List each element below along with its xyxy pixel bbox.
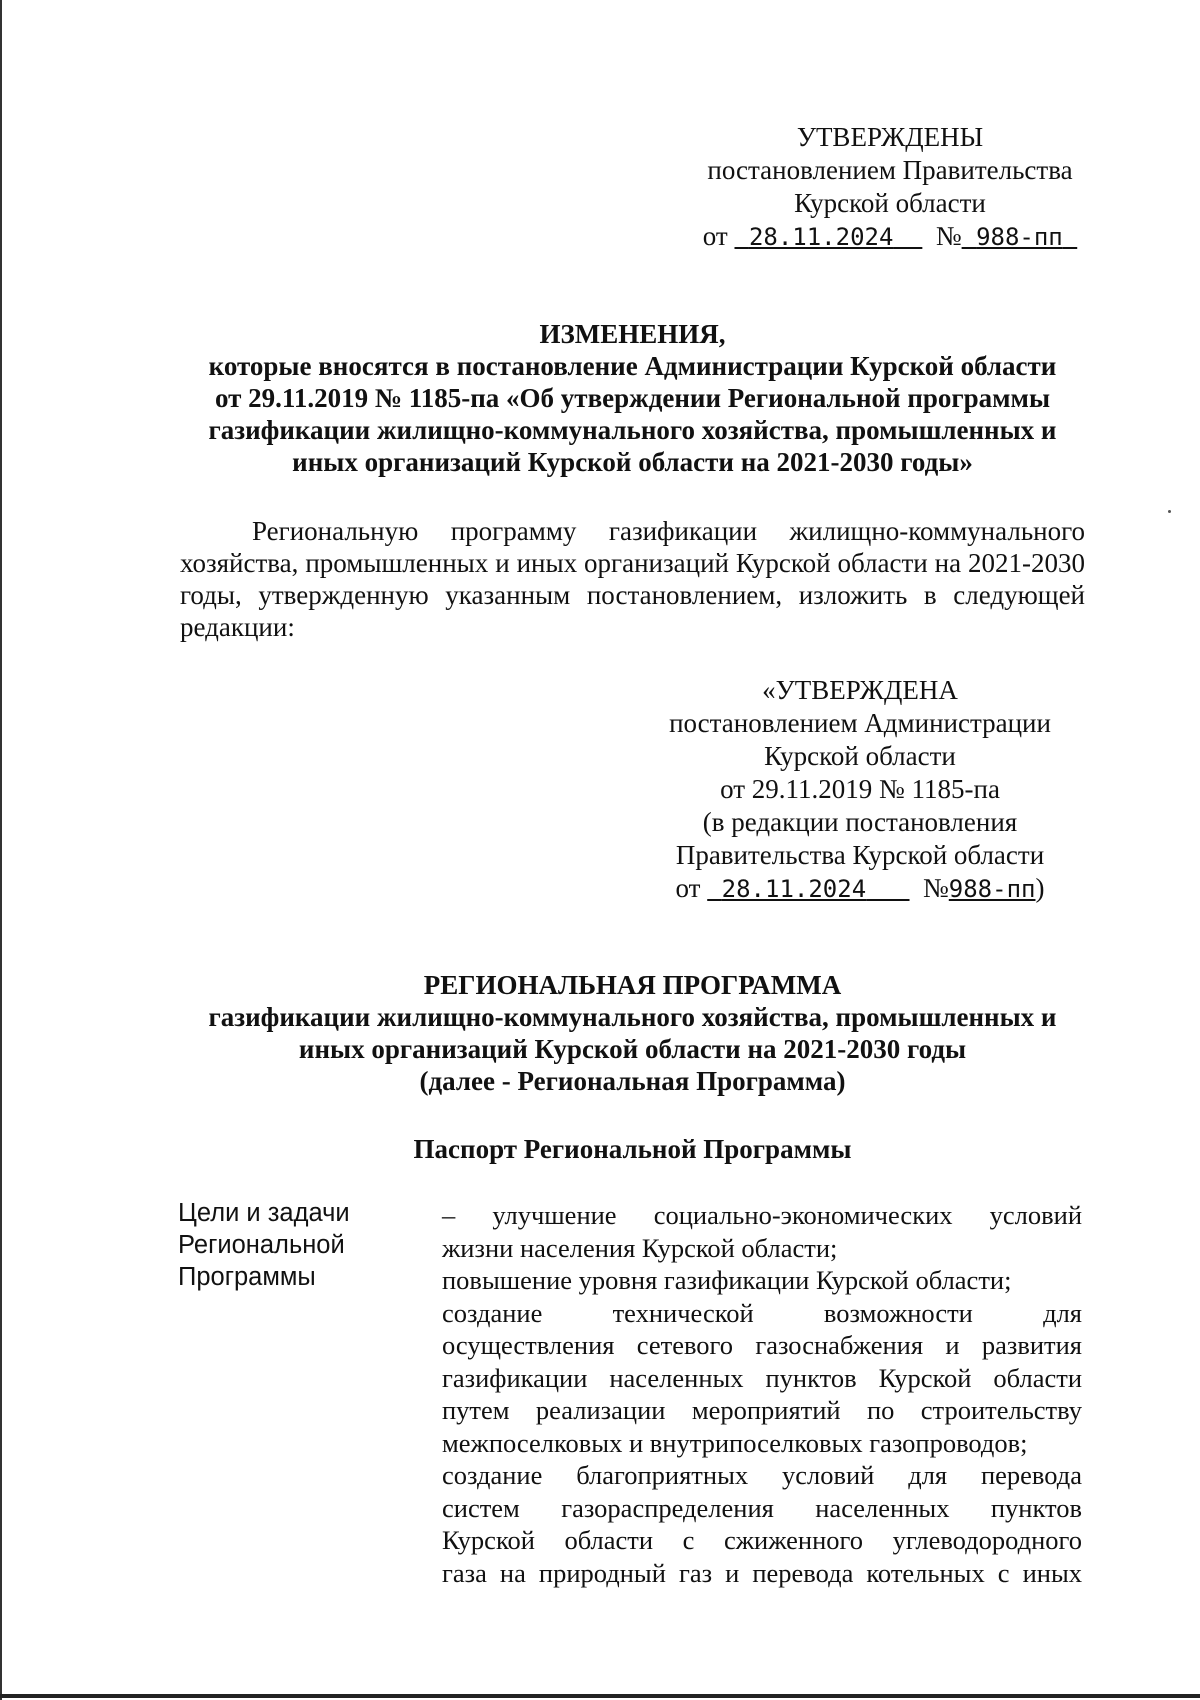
passport-text-line: создание технической возможности для (442, 1297, 1082, 1328)
approval-title: УТВЕРЖДЕНЫ (796, 122, 984, 152)
passport-label-line: Региональной (178, 1231, 345, 1259)
passport-text-line: газификации населенных пунктов Курской области (442, 1362, 1082, 1393)
passport-text-line: осуществления сетевого газоснабжения и развития (442, 1330, 1082, 1360)
passport-text-line: – улучшение социально-экономических условий (442, 1200, 1082, 1230)
changes-heading-line: от 29.11.2019 № 1185-па «Об утверждении Региональной программы (214, 383, 1051, 413)
approval-authority: постановлением Правительства (707, 155, 1073, 185)
approval-date: 28.11.2024 (721, 875, 867, 903)
program-heading-line: (далее - Региональная Программа) (419, 1066, 846, 1096)
approval-line: (в редакции постановления (702, 807, 1018, 837)
passport-label-line: Программы (178, 1263, 316, 1291)
approval-number: 988-пп (976, 223, 1063, 251)
intro-paragraph: Региональную программу газификации жилищно-коммунального хозяйства, промышленных и иных организаций Курской области на 2021-2030 годы, утвержденную указанным постановлением, изложить в следующей редакции: (180, 516, 1085, 642)
approval-line: постановлением Администрации (669, 708, 1051, 738)
from-label: от (675, 873, 701, 903)
changes-heading-line: иных организаций Курской области на 2021-2030 годы» (292, 447, 973, 477)
passport-text-line: межпоселковых и внутрипоселковых газопроводов; (442, 1427, 1028, 1458)
passport-text-line: систем газораспределения населенных пунктов (442, 1492, 1082, 1523)
changes-heading (150, 318, 1115, 478)
passport-label-line: Цели и задачи (178, 1199, 350, 1227)
changes-heading-line: газификации жилищно-коммунального хозяйства, промышленных и (208, 415, 1057, 445)
passport-text-line: повышение уровня газификации Курской области; (442, 1265, 1012, 1295)
passport-text-line: путем реализации мероприятий по строительству (442, 1395, 1082, 1425)
program-heading (150, 969, 1115, 1097)
closing-paren: ) (1035, 873, 1045, 903)
approval-block-program (650, 674, 1070, 906)
program-heading-line: газификации жилищно-коммунального хозяйства, промышленных и (208, 1002, 1057, 1032)
changes-heading-line: которые вносятся в постановление Администрации Курской области (208, 351, 1057, 381)
passport-text-line: Курской области с сжиженного углеводородного (442, 1525, 1082, 1555)
passport-text-line: жизни населения Курской области; (442, 1232, 838, 1263)
passport-text-line: газа на природный газ и перевода котельных с иных (442, 1557, 1082, 1588)
approval-line: от 29.11.2019 № 1185-па (720, 774, 1000, 804)
passport-text-line: создание благоприятных условий для перевода (442, 1460, 1082, 1490)
scan-speck (1168, 510, 1171, 513)
approval-region: Курской области (794, 188, 986, 218)
passport-title: Паспорт Региональной Программы (413, 1134, 852, 1164)
passport-label (178, 1197, 350, 1293)
approval-date-line (680, 220, 1100, 254)
scan-bottom-edge (0, 1694, 1200, 1698)
approval-date-line (650, 872, 1070, 906)
passport-text (442, 1199, 1082, 1589)
changes-title: ИЗМЕНЕНИЯ, (539, 319, 726, 349)
approval-number: 988-пп (948, 875, 1036, 903)
number-label: № (935, 221, 962, 251)
approval-line: «УТВЕРЖДЕНА (762, 675, 958, 705)
program-heading-line: иных организаций Курской области на 2021-2030 годы (298, 1034, 967, 1064)
number-label: № (923, 873, 949, 903)
from-label: от (702, 221, 728, 251)
approval-block-top (680, 121, 1100, 254)
scan-left-edge (0, 0, 2, 1700)
approval-line: Правительства Курской области (675, 840, 1045, 870)
approval-line: Курской области (764, 741, 956, 771)
program-title: РЕГИОНАЛЬНАЯ ПРОГРАММА (423, 970, 842, 1000)
approval-date: 28.11.2024 (748, 223, 894, 251)
